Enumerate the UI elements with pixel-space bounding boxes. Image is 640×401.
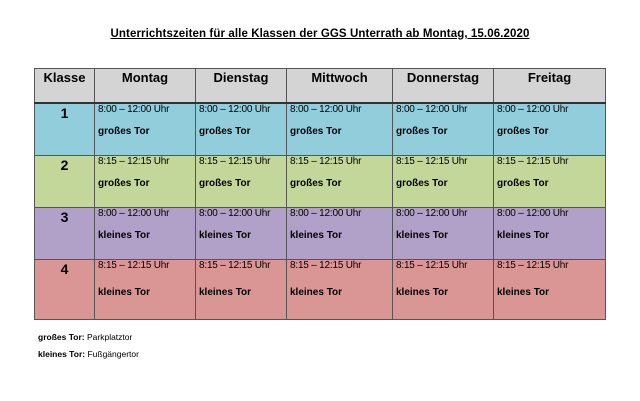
- time-text: 8:15 – 12:15 Uhr: [497, 156, 569, 167]
- legend-term: großes Tor: [38, 332, 82, 342]
- time-text: 8:15 – 12:15 Uhr: [98, 156, 170, 167]
- schedule-cell-montag: [95, 208, 196, 260]
- header-donnerstag: Donnerstag: [393, 69, 494, 104]
- gate-text: kleines Tor: [290, 287, 343, 298]
- schedule-cell-montag: [95, 156, 196, 208]
- time-text: 8:15 – 12:15 Uhr: [396, 260, 468, 271]
- table-row-klasse-1: [35, 103, 606, 156]
- gate-text: kleines Tor: [199, 287, 252, 298]
- time-text: 8:00 – 12:00 Uhr: [497, 104, 569, 115]
- gate-text: kleines Tor: [396, 230, 449, 241]
- time-text: 8:15 – 12:15 Uhr: [497, 260, 569, 271]
- header-mittwoch: Mittwoch: [287, 69, 393, 104]
- schedule-cell-mittwoch: [287, 103, 393, 156]
- gate-text: großes Tor: [199, 178, 251, 189]
- gate-text: kleines Tor: [199, 230, 252, 241]
- legend-colon: :: [81, 332, 85, 342]
- header-freitag: Freitag: [494, 69, 606, 104]
- klasse-cell: 1: [35, 103, 95, 156]
- gate-text: kleines Tor: [290, 230, 343, 241]
- gate-text: großes Tor: [497, 126, 549, 137]
- gate-text: kleines Tor: [396, 287, 449, 298]
- schedule-cell-donnerstag: [393, 103, 494, 156]
- table-row-klasse-3: [35, 208, 606, 260]
- time-text: 8:00 – 12:00 Uhr: [396, 104, 468, 115]
- schedule-cell-donnerstag: [393, 208, 494, 260]
- time-text: 8:00 – 12:00 Uhr: [497, 208, 569, 219]
- schedule-cell-dienstag: [196, 156, 287, 208]
- gate-text: kleines Tor: [497, 230, 550, 241]
- schedule-table: [34, 68, 606, 320]
- gate-text: großes Tor: [290, 178, 342, 189]
- schedule-cell-mittwoch: [287, 208, 393, 260]
- gate-text: kleines Tor: [98, 287, 151, 298]
- schedule-cell-freitag: [494, 260, 606, 320]
- legend-description: Fußgängertor: [87, 349, 139, 359]
- legend-item-grosses-tor: [38, 332, 132, 342]
- gate-text: großes Tor: [199, 126, 251, 137]
- klasse-cell: 3: [35, 208, 95, 260]
- schedule-cell-montag: [95, 260, 196, 320]
- time-text: 8:00 – 12:00 Uhr: [199, 104, 271, 115]
- time-text: 8:15 – 12:15 Uhr: [98, 260, 170, 271]
- schedule-cell-mittwoch: [287, 260, 393, 320]
- gate-text: großes Tor: [98, 178, 150, 189]
- schedule-cell-donnerstag: [393, 260, 494, 320]
- gate-text: kleines Tor: [497, 287, 550, 298]
- schedule-cell-dienstag: [196, 208, 287, 260]
- time-text: 8:15 – 12:15 Uhr: [290, 156, 362, 167]
- legend-colon: :: [82, 349, 86, 359]
- time-text: 8:00 – 12:00 Uhr: [290, 104, 362, 115]
- time-text: 8:15 – 12:15 Uhr: [396, 156, 468, 167]
- time-text: 8:00 – 12:00 Uhr: [98, 208, 170, 219]
- header-klasse: Klasse: [35, 69, 95, 104]
- gate-text: großes Tor: [396, 178, 448, 189]
- legend-term: kleines Tor: [38, 349, 83, 359]
- table-row-klasse-4: [35, 260, 606, 320]
- legend-item-kleines-tor: [38, 349, 139, 359]
- time-text: 8:00 – 12:00 Uhr: [290, 208, 362, 219]
- gate-text: kleines Tor: [98, 230, 151, 241]
- header-dienstag: Dienstag: [196, 69, 287, 104]
- time-text: 8:15 – 12:15 Uhr: [199, 156, 271, 167]
- gate-text: großes Tor: [98, 126, 150, 137]
- schedule-cell-mittwoch: [287, 156, 393, 208]
- schedule-cell-freitag: [494, 156, 606, 208]
- gate-text: großes Tor: [396, 126, 448, 137]
- table-row-klasse-2: [35, 156, 606, 208]
- schedule-cell-freitag: [494, 103, 606, 156]
- gate-text: großes Tor: [497, 178, 549, 189]
- time-text: 8:15 – 12:15 Uhr: [199, 260, 271, 271]
- time-text: 8:00 – 12:00 Uhr: [199, 208, 271, 219]
- schedule-cell-dienstag: [196, 260, 287, 320]
- schedule-cell-freitag: [494, 208, 606, 260]
- header-montag: Montag: [95, 69, 196, 104]
- gate-text: großes Tor: [290, 126, 342, 137]
- header-row: [35, 69, 606, 104]
- klasse-cell: 2: [35, 156, 95, 208]
- schedule-cell-dienstag: [196, 103, 287, 156]
- legend-description: Parkplatztor: [86, 332, 133, 342]
- schedule-cell-donnerstag: [393, 156, 494, 208]
- klasse-cell: 4: [35, 260, 95, 320]
- time-text: 8:00 – 12:00 Uhr: [98, 104, 170, 115]
- time-text: 8:00 – 12:00 Uhr: [396, 208, 468, 219]
- time-text: 8:15 – 12:15 Uhr: [290, 260, 362, 271]
- page-title: Unterrichtszeiten für alle Klassen der GGS Unterrath ab Montag, 15.06.2020: [110, 28, 530, 40]
- schedule-cell-montag: [95, 103, 196, 156]
